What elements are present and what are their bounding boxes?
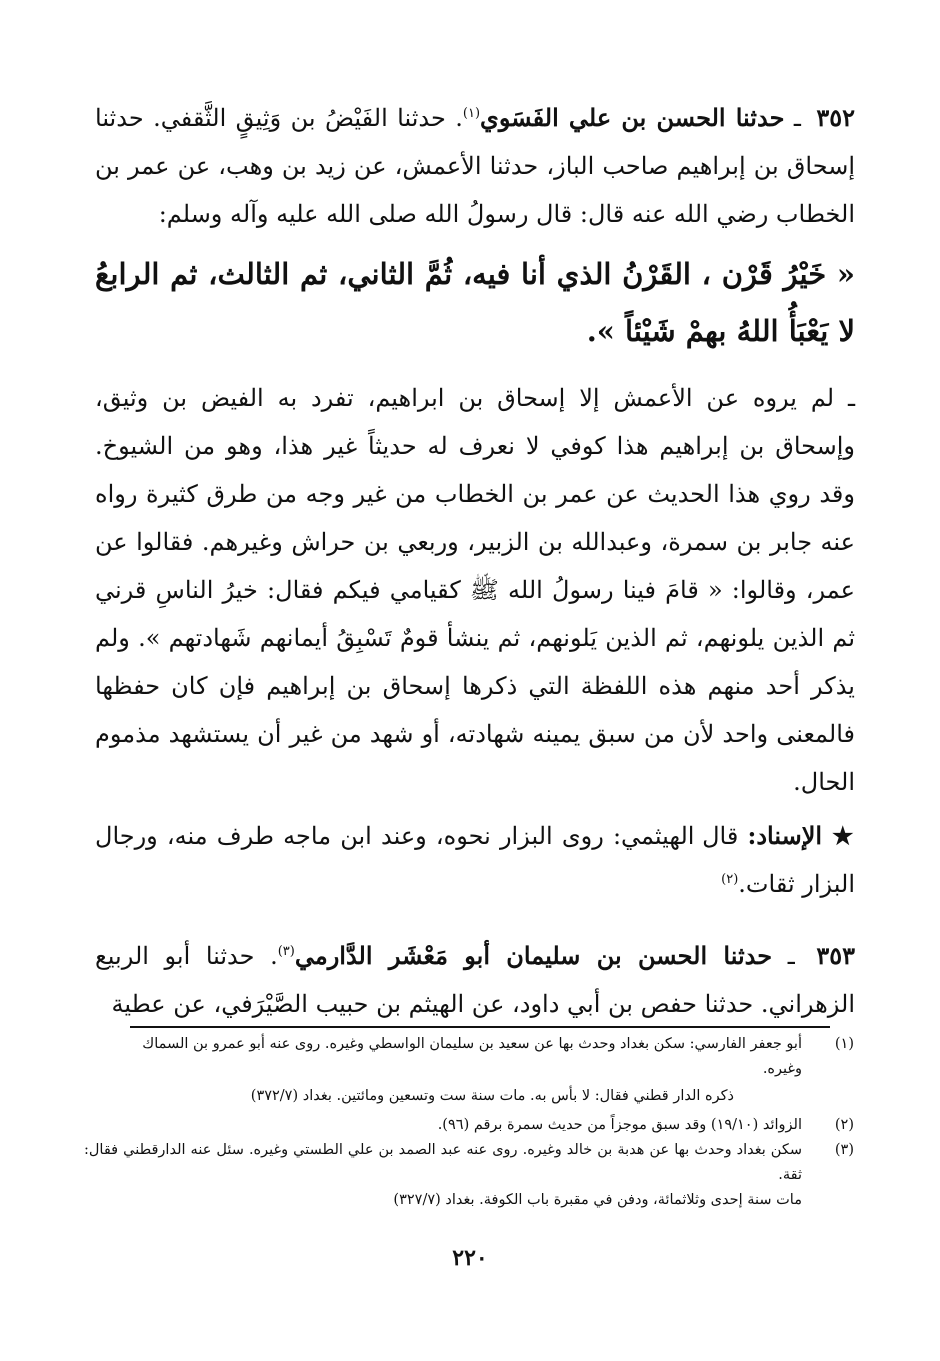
entry-353-text: . حدثنا أبو الربيع الزهراني. حدثنا حفص بن أبي داود، عن الهيثم بن حبيب الصَّيْرَفي، عن عطية — [95, 942, 855, 1018]
footnote-ref: (٣) — [277, 944, 295, 959]
commentary-paragraph: ـ لم يروه عن الأعمش إلا إسحاق بن ابراهيم، تفرد به الفيض بن وثيق، وإسحاق بن إبراهيم هذا كوفي لا نعرف له حديثاً غير هذا، وهو من الشيوخ. وقد روي هذا الحديث عن عمر بن الخطاب من غير وجه من طرق كثيرة رواه عنه جابر بن سمرة، وعبدالله بن الزبير، وربعي بن حراش وغيرهم. فقالوا عن عمر، وقالوا: « قامَ فينا رسولُ الله ﷺ كقيامي فيكم فقال: خيرُ الناسِ قرني ثم الذين يلونهم، ثم الذين يَلونهم، ثم ينشأ قومٌ تَسْبِقُ أيمانهم شَهادتهم ». ولم يذكر أحد منهم هذه اللفظة التي ذكرها إسحاق بن إبراهيم فإن كان حفظها فالمعنى واحد لأن من سبق يمينه شهادته، أو شهد من غير أن يستشهد مذموم الحال. — [95, 384, 855, 796]
footnote-continuation: مات سنة إحدى وثلاثمائة، ودفن في مقبرة باب الكوفة. بغداد (٣٢٧/٧) — [393, 1192, 802, 1208]
hadith-text: « خَيْرُ قَرْن ، القَرْنُ الذي أنا فيه، ثُمَّ الثاني، ثم الثالث، ثم الرابعُ لا يَعْبَأُ اللهُ بهمْ شَيْئاً ». — [95, 257, 855, 348]
entry-opening: حدثنا الحسن بن سليمان أبو مَعْشَر الدَّارمي — [294, 941, 773, 970]
footnote-1 — [84, 1032, 854, 1057]
entry-353 — [95, 932, 855, 1028]
footnote-ref: (١) — [462, 106, 481, 121]
footnote-continuation: وغيره. — [762, 1061, 802, 1077]
entry-dash: ـ — [793, 104, 801, 132]
footnote-mark: (٣) — [834, 1142, 854, 1158]
footnote-text: الزوائد (١٩/١٠) وقد سبق موجزاً من حديث سمرة برقم (٩٦). — [437, 1117, 802, 1133]
isnad-evaluation-text: قال الهيثمي: روى البزار نحوه، وعند ابن ماجه طرف منه، ورجال البزار ثقات. — [95, 822, 855, 898]
entry-opening: حدثنا الحسن بن علي الفَسَوي — [480, 103, 785, 132]
entry-number: ٣٥٣ — [816, 941, 855, 970]
footnote-ref: (٢) — [721, 872, 739, 887]
entry-dash: ـ — [787, 942, 795, 970]
footnote-separator — [130, 1026, 830, 1028]
footnote-mark: (٢) — [834, 1117, 854, 1133]
footnote-text: أبو جعفر الفارسي: سكن بغداد وحدث بها عن سعيد بن سليمان الواسطي وغيره. روى عنه أبو عمرو بن السماك — [142, 1036, 802, 1052]
entry-352-isnad-paragraph — [95, 94, 855, 238]
isnad-label: ★ الإسناد: — [747, 821, 855, 850]
footnote-3 — [84, 1138, 854, 1188]
isnad-text: . حدثنا الفَيْضُ بن وَثِيقٍ الثَّقفي. حدثنا إسحاق بن إبراهيم صاحب الباز، حدثنا الأعمش، عن زيد بن وهب، عن عمر بن الخطاب رضي الله عنه قال: قال رسولُ الله صلى الله عليه وآله وسلم: — [95, 104, 855, 228]
page-number: ٢٢٠ — [452, 1245, 488, 1271]
entry-352 — [95, 94, 855, 908]
footnote-mark: (١) — [834, 1036, 854, 1052]
footnote-2 — [84, 1113, 854, 1138]
isnad-evaluation — [95, 812, 855, 908]
entry-353-paragraph — [95, 932, 855, 1028]
entry-number: ٣٥٢ — [816, 103, 855, 132]
footnote-text: سكن بغداد وحدث بها عن هدبة بن خالد وغيره. روى عنه عبد الصمد بن علي الطستي وغيره. سئل عنه الدارقطني فقال: ثقة. — [84, 1142, 802, 1183]
footnotes — [84, 1032, 854, 1213]
footnote-subnote: ذكره الدار قطني فقال: لا بأس به. مات سنة ست وتسعين ومائتين. بغداد (٣٧٢/٧) — [250, 1088, 734, 1104]
